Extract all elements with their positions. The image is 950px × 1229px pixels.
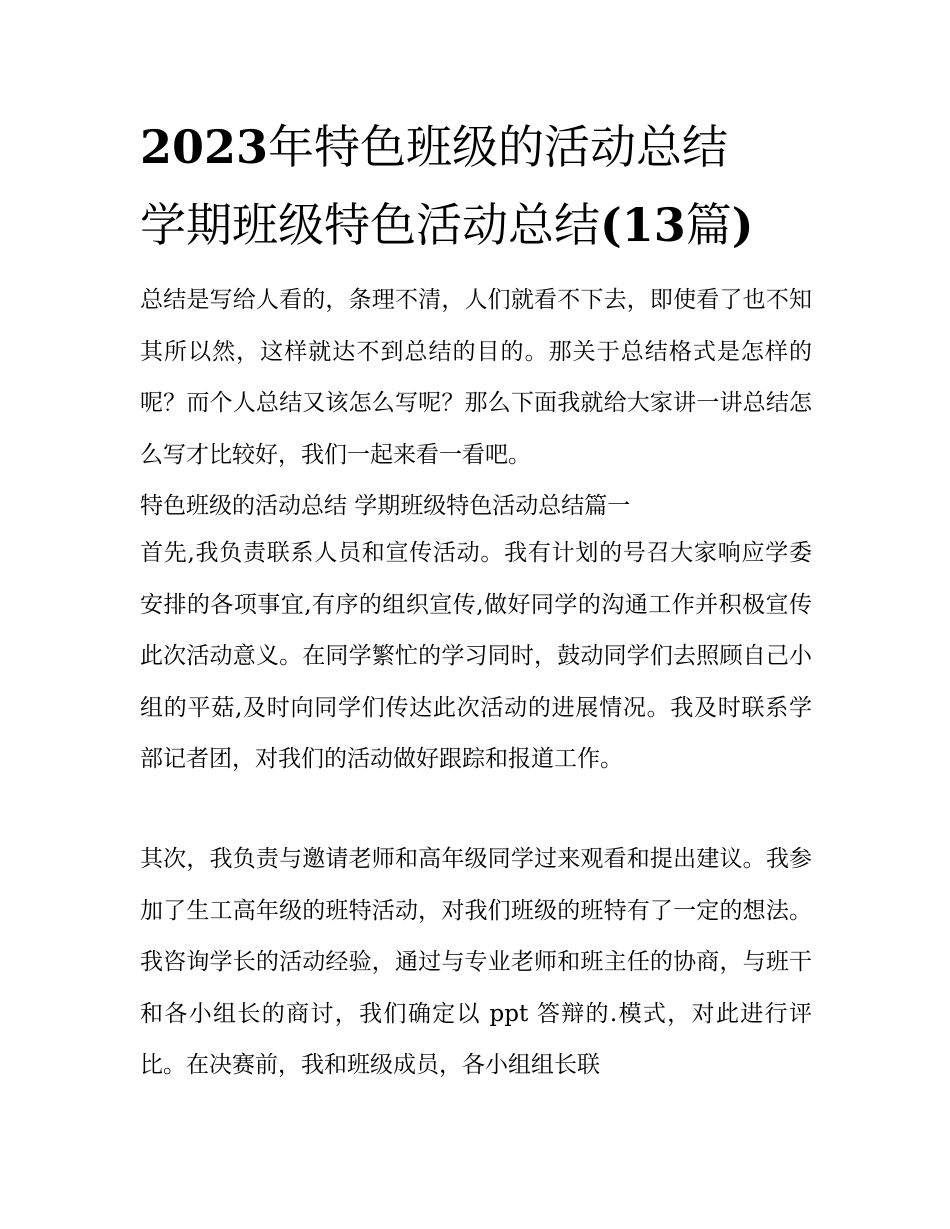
document-title-line-2 <box>140 198 754 252</box>
title-close-paren: ) <box>731 198 754 252</box>
title-count: (13 <box>600 198 686 252</box>
body-paragraph-first: 首先,我负责联系人员和宣传活动。我有计划的号召大家响应学委安排的各项事宜,有序的组织宣传,做好同学的沟通工作并积极宣传此次活动意义。在同学繁忙的学习同时，鼓动同学们去照顾自己小组的平菇,及时向同学们传达此次活动的进展情况。我及时联系学部记者团，对我们的活动做好跟踪和报道工作。 <box>140 540 812 772</box>
title-line-2-text: 学期班级特色活动总结 <box>140 198 600 252</box>
body-paragraph-second: 其次，我负责与邀请老师和高年级同学过来观看和提出建议。我参加了生工高年级的班特活动，对我们班级的班特有了一定的想法。我咨询学长的活动经验，通过与专业老师和班主任的协商，与班干和各小组长的商讨，我们确定以 ppt 答辩的.模式，对此进行评比。在决赛前，我和班级成员，各小组组长联 <box>140 846 812 1078</box>
document-title-line-1 <box>140 120 729 174</box>
title-year: 2023 <box>140 120 269 174</box>
title-line-1-text: 年特色班级的活动总结 <box>268 120 729 174</box>
title-count-word: 篇 <box>685 198 732 252</box>
section-heading: 特色班级的活动总结 学期班级特色活动总结篇一 <box>140 493 631 519</box>
intro-paragraph: 总结是写给人看的，条理不清，人们就看不下去，即使看了也不知其所以然，这样就达不到总结的目的。那关于总结格式是怎样的呢？而个人总结又该怎么写呢？那么下面我就给大家讲一讲总结怎么写才比较好，我们一起来看一看吧。 <box>140 287 812 468</box>
